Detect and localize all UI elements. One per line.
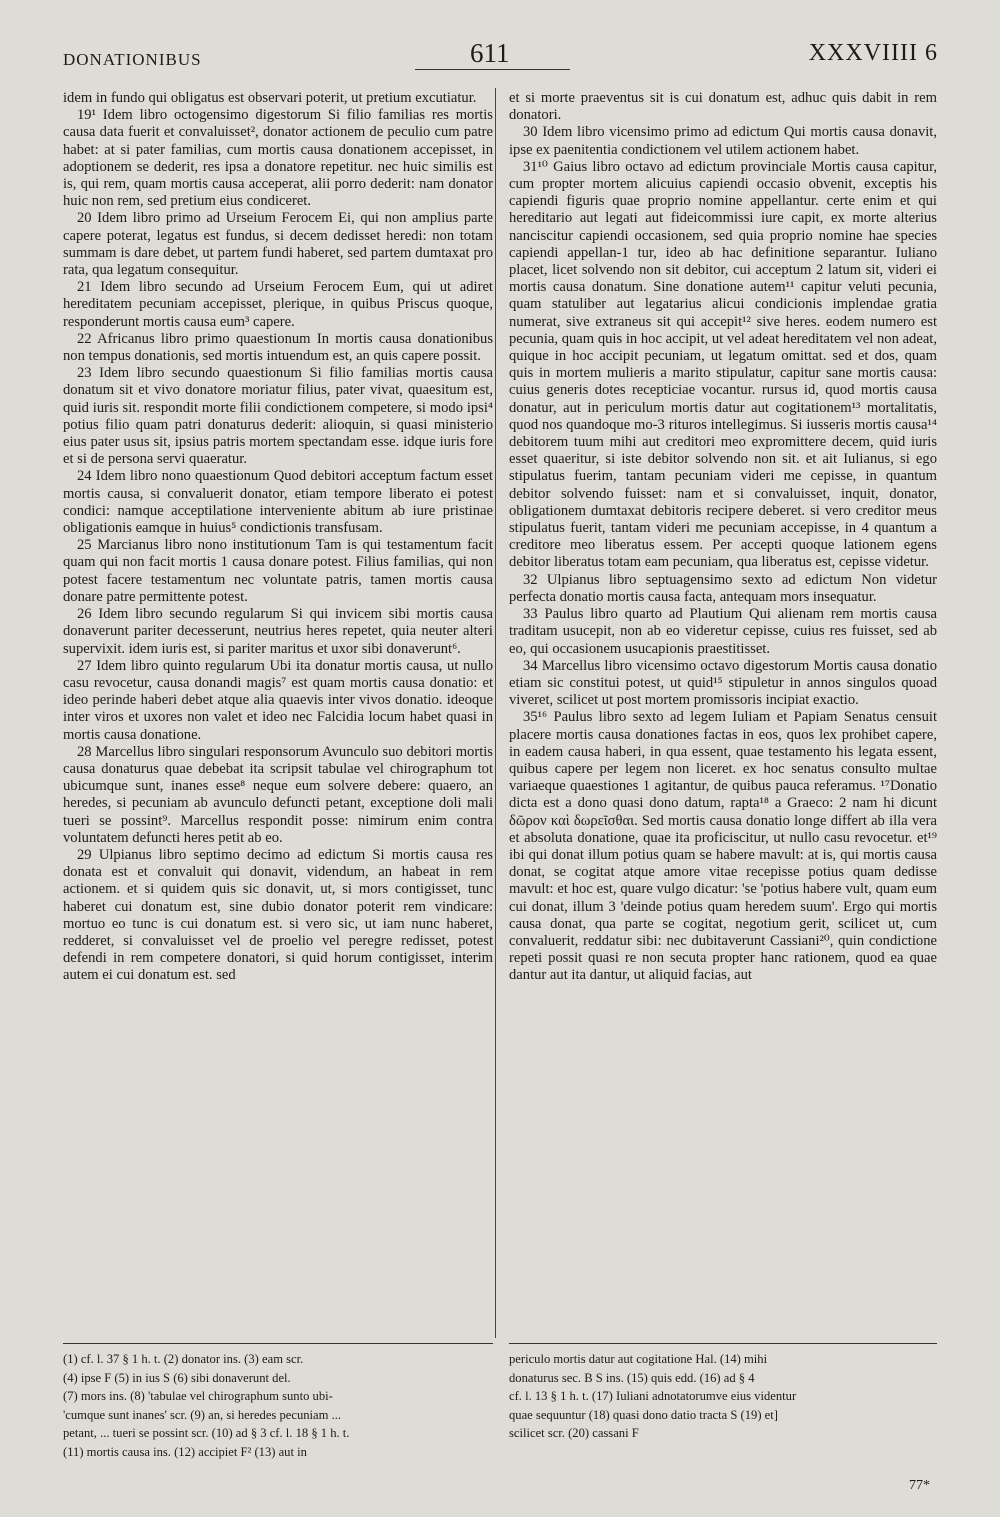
footnote-line: periculo mortis datur aut cogitatione Hal. (14) mihi [509, 1352, 768, 1366]
paragraph: 21 Idem libro secundo ad Urseium Ferocem Eum, qui ut adiret hereditatem pecuniam accepisset, plerique, in quibus Priscus quoque, responderunt mortis causa eum³ capere. [63, 279, 493, 330]
paragraph: 31¹⁰ Gaius libro octavo ad edictum provinciale Mortis causa capitur, cum propter mortem alicuius capiendi occasio obvenit, exceptis his capiendi figuris quae proprio nomine appellantur. certe enim et qui hereditario aut legati aut fideicommissi iure capit, ex morte alterius nanciscitur capiendi occasionem, sed quia proprio nomine hae species capiendi appellan-1 tur, ideo ab hac definitione separantur. Iuliano placet, licet solvendo non sit debitor, cui acceptum 2 latum sit, videri ei mortis causa donatum. Sine donatione autem¹¹ capitur veluti pecunia, quam statuliber aut legatarius alicui condicionis implendae gratia numerat, sive extraneus sit qui accepit¹² sive heres. eodem numero est pecunia, quam quis in hoc accipit, ut vel adeat hereditatem vel non adeat, quique in hoc accipit pecuniam, ut legatum omittat. sed et dos, quam quis in mortem mulieris a marito stipulatur, capitur sane mortis causa: cuius generis dotes recepticiae vocantur. rursus id, quod mortis causa donatur, aut in periculum mortis datur aut cogitationem¹³ mortalitatis, quod nos quandoque mo-3 rituros intellegimus. Si iusseris mortis causa¹⁴ debitorem tuum mihi aut creditori meo expromittere decem, quid iuris esset quaeritur, si iste debitor solvendo non sit. et ait Iulianus, si ego stipulatus fuerim, tantam pecuniam videri me cepisse, in quantum debitor solvendo fuisset: nam et si convaluisset, inquit, donator, obligationem dumtaxat debitoris recipere deberet. si vero creditor meus stipulatus fuerit, tantam videri me pecuniam accepisse, in 4 quantum a creditore meo liberatus essem. Per accepti quoque lationem egens debitor liberatus totam eam pecuniam, qua liberatus est, cepisse videtur. [509, 158, 937, 571]
footnote-line: cf. l. 13 § 1 h. t. (17) Iuliani adnotatorumve eius videntur [509, 1389, 797, 1403]
paragraph: 27 Idem libro quinto regularum Ubi ita donatur mortis causa, ut nullo casu revocetur, causa donandi magis⁷ est quam mortis causa donatio: et ideo perinde haberi debet atque alia quaevis inter vivos donatio. ideoque inter viros et uxores non valet et ideo nec Falcidia locum habet quasi in mortis causa donatione. [63, 657, 493, 743]
paragraph: 30 Idem libro vicensimo primo ad edictum Qui mortis causa donavit, ipse ex paenitentia condictionem vel utilem actionem habet. [509, 124, 937, 158]
paragraph: 19¹ Idem libro octogensimo digestorum Si filio familias res mortis causa data fuerit et convaluisset², donator actionem de peculio cum patre habet: at si pater familias, cum mortis causa donationem accepisset, in adoptionem se dederit, res ipsa a donatore repetitur. nec huic similis est is, qui rem, quam mortis causa acceperat, alii porro dederit: nam donator huic non rem, sed pretium eius condiceret. [63, 107, 493, 210]
paragraph: 23 Idem libro secundo quaestionum Si filio familias mortis causa donatum sit et vivo donatore moriatur filius, pater vivat, quaesitum est, quid iuris sit. respondit morte filii condictionem competere, si modo ipsi⁴ potius filio quam patri donaturus dederit: alioquin, si quasi ministerio eius pater usus sit, ipsius patris mortem spectandam esse. idque iuris fore et si de persona servi quaeratur. [63, 365, 493, 468]
running-head-title: DONATIONIBUS [63, 50, 202, 69]
footnotes-right [509, 1350, 937, 1443]
paragraph: 26 Idem libro secundo regularum Si qui invicem sibi mortis causa donaverunt pariter decesserunt, neutrius heres repetet, quia neuter alteri supervixit. idem iuris est, si pariter maritus et uxor sibi donaverunt⁶. [63, 606, 493, 657]
paragraph: 28 Marcellus libro singulari responsorum Avunculo suo debitori mortis causa donaturus quae debebat ita scripsit tabulae vel chirographum tot ubicumque sunt, inanes esse⁸ neque eum solvere debere: quaero, an heredes, si pecuniam ab avunculo defuncti petant, exceptione doli mali tueri se possint⁹. Marcellus respondit posse: nimirum enim contra voluntatem defuncti heres petit ab eo. [63, 743, 493, 846]
header-rule [415, 69, 570, 70]
footnote-line: scilicet scr. (20) cassani F [509, 1426, 639, 1440]
paragraph: 34 Marcellus libro vicensimo octavo digestorum Mortis causa donatio etiam sic constitui potest, ut quid¹⁵ stipuletur in annos singulos quoad viveret, scilicet ut post mortem promissoris incipiat exactio. [509, 657, 937, 709]
left-column [63, 90, 493, 985]
footnote-line: (11) mortis causa ins. (12) accipiet F² (13) aut in [63, 1444, 307, 1459]
running-head-section: XXXVIIII 6 [808, 40, 938, 66]
footnotes-left [63, 1350, 493, 1461]
right-column [509, 90, 937, 985]
paragraph: 29 Ulpianus libro septimo decimo ad edictum Si mortis causa res donata est et convaluit qui donavit, videndum, an habeat in rem actionem. et si quidem quis sic donavit, ut, si mors contigisset, tunc haberet cui donatum est, sine dubio donator poterit rem vindicare: mortuo eo tunc is cui donatum est. si vero sic, ut iam nunc haberet, redderet, si convaluisset vel de proelio vel peregre redisset, potest defendi in rem competere donatori, si quid horum contigisset, interim autem ei cui donatum est. sed [63, 846, 493, 984]
footnote-line: quae sequuntur (18) quasi dono datio tracta S (19) et] [509, 1407, 778, 1422]
paragraph: 20 Idem libro primo ad Urseium Ferocem Ei, qui non amplius parte capere poterat, legatus est fundus, si decem dedisset heredi: non totam summam is dare debet, ut partem fundi haberet, sed partem dumtaxat pro rata, qua legatum consequitur. [63, 210, 493, 279]
printer-signature: 77* [909, 1478, 930, 1493]
paragraph: idem in fundo qui obligatus est observari poterit, ut pretium excutiatur. [63, 90, 477, 106]
paragraph: et si morte praeventus sit is cui donatum est, adhuc quis dabit in rem donatori. [509, 90, 937, 124]
footnote-rule [509, 1343, 937, 1344]
footnote-line: (1) cf. l. 37 § 1 h. t. (2) donator ins. (3) eam scr. [63, 1352, 304, 1366]
paragraph: 24 Idem libro nono quaestionum Quod debitori acceptum factum esset mortis causa, si convaluerit donator, etiam tempore liberato ei potest condici: namque acceptilatione interveniente abitum ab iure pristinae obligationis eamque in huius⁵ condictionis transfusam. [63, 468, 493, 537]
paragraph: 32 Ulpianus libro septuagensimo sexto ad edictum Non videtur perfecta donatio mortis causa facta, antequam mors insequatur. [509, 571, 937, 605]
footnote-line: petant, ... tueri se possint scr. (10) ad § 3 cf. l. 18 § 1 h. t. [63, 1426, 350, 1440]
footnote-rule [63, 1343, 493, 1344]
paragraph: 22 Africanus libro primo quaestionum In mortis causa donationibus non tempus donationis, sed mortis intuendum est, an quis capere possit. [63, 330, 493, 365]
page-number: 611 [470, 38, 510, 68]
paragraph: 35¹⁶ Paulus libro sexto ad legem Iuliam et Papiam Senatus censuit placere mortis causa donationes factas in eos, quos lex prohibet capere, in eadem causa haberi, in qua essent, quae testamento his legata essent, quibus capere per legem non liceret. ex hoc senatus consulto multae variaeque quaestiones 1 agitantur, de quibus pauca referamus. ¹⁷Donatio dicta est a dono quasi dono datum, rapta¹⁸ a Graeco: 2 nam hi dicunt δῶρον καὶ δωρεῖσθαι. Sed mortis causa donatio longe differt ab illa vera et absoluta donatione, quae ita proficiscitur, ut nullo casu revocetur. et¹⁹ ibi qui donat illum potius quam se habere mavult: at is, qui mortis causa donat, se cogitat atque amore vitae recepisse potius quam dedisse mavult: et hoc est, quare vulgo dicatur: 'se 'potius habere vult, quam eum cui donat, illum 3 'deinde potius quam heredem suum'. Ergo qui mortis causa donat, qua parte se cogitat, negotium gerit, scilicet ut, cum convaluerit, reddatur sibi: nec dubitaverunt Cassiani²⁰, quin condictione repeti possit quasi re non secuta propter hanc rationem, quod ea quae dantur aut ita dantur, ut aliquid facias, aut [509, 709, 937, 984]
footnote-line: 'cumque sunt inanes' scr. (9) an, si heredes pecuniam ... [63, 1407, 342, 1422]
paragraph: 33 Paulus libro quarto ad Plautium Qui alienam rem mortis causa traditam usucepit, non ab eo videretur cepisse, cuius res fuisset, sed ab eo, qui occasionem usucapionis praestitisset. [509, 606, 937, 657]
column-divider [495, 88, 496, 1338]
footnote-line: (4) ipse F (5) in ius S (6) sibi donaverunt del. [63, 1370, 291, 1385]
footnote-line: donaturus sec. B S ins. (15) quis edd. (16) ad § 4 [509, 1370, 755, 1385]
paragraph: 25 Marcianus libro nono institutionum Tam is qui testamentum facit quam qui non facit mortis 1 causa donare potest. Filius familias, qui non potest facere testamentum nec voluntate patris, tamen mortis causa donare patre permittente potest. [63, 537, 493, 605]
footnote-line: (7) mors ins. (8) 'tabulae vel chirographum sunto ubi- [63, 1389, 333, 1403]
